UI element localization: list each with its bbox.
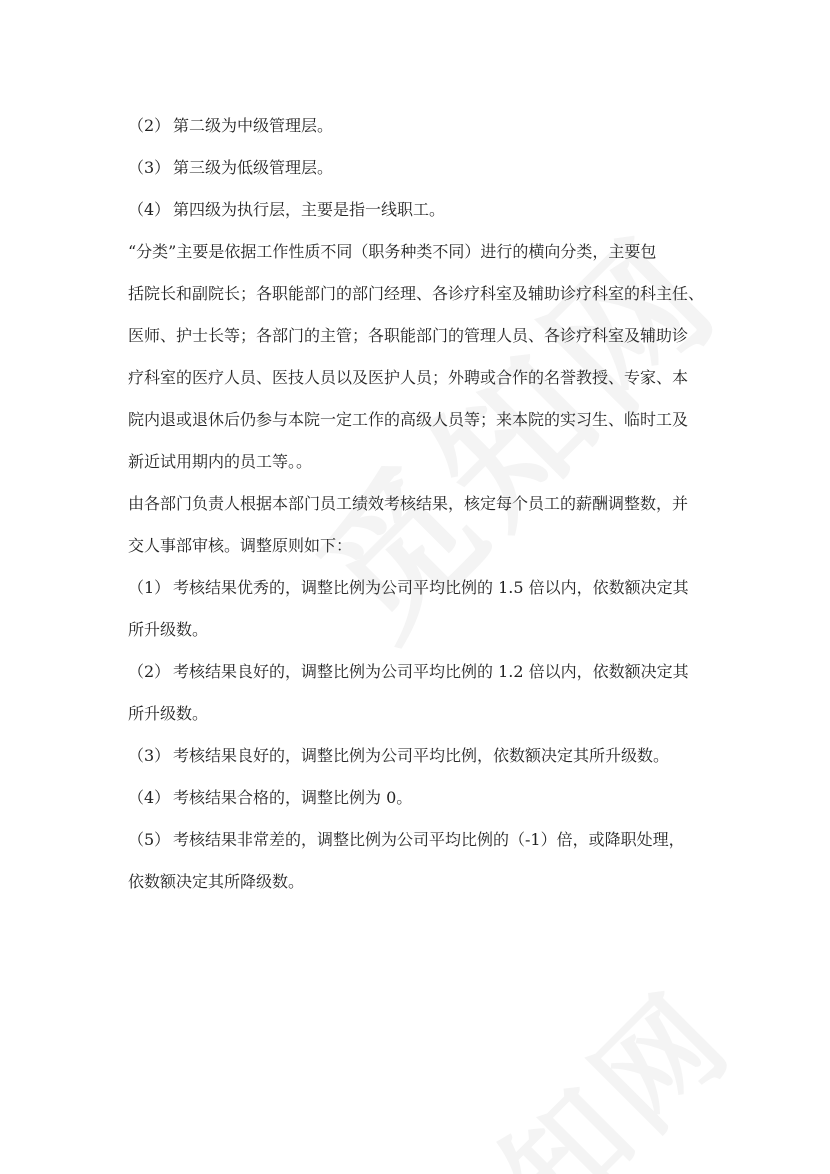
paragraph-adjustment-intro [128, 483, 714, 567]
paragraph-line: 所升级数。 [128, 704, 209, 723]
document-body [128, 105, 714, 903]
list-number: （4） [128, 200, 171, 219]
paragraph-classification [128, 231, 714, 483]
paragraph-line: 交人事部审核。调整原则如下： [128, 536, 353, 555]
paragraph-line: 考核结果优秀的，调整比例为公司平均比例的 1.5 倍以内，依数额决定其 [173, 578, 689, 597]
paragraph-level3 [128, 147, 714, 189]
paragraph-line: 医师、护士长等；各部门的主管；各职能部门的管理人员、各诊疗科室及辅助诊 [128, 326, 689, 345]
list-number: （3） [128, 746, 171, 765]
paragraph-level2 [128, 105, 714, 147]
paragraph-line: 依数额决定其所降级数。 [128, 872, 305, 891]
paragraph-line: 考核结果良好的，调整比例为公司平均比例的 1.2 倍以内，依数额决定其 [173, 662, 689, 681]
paragraph-rule5 [128, 819, 714, 903]
paragraph-level4 [128, 189, 714, 231]
list-number: （3） [128, 158, 171, 177]
paragraph-line: “分类”主要是依据工作性质不同（职务种类不同）进行的横向分类，主要包 [128, 242, 657, 261]
paragraph-rule1 [128, 567, 714, 651]
list-number: （5） [128, 830, 171, 849]
list-number: （2） [128, 116, 171, 135]
paragraph-rule4 [128, 777, 714, 819]
paragraph-line: 疗科室的医疗人员、医技人员以及医护人员；外聘或合作的名誉教授、专家、本 [128, 368, 689, 387]
paragraph-line: 第二级为中级管理层。 [173, 116, 334, 135]
paragraph-line: 所升级数。 [128, 620, 209, 639]
paragraph-line: 括院长和副院长；各职能部门的部门经理、各诊疗科室及辅助诊疗科室的科主任、 [128, 284, 705, 303]
paragraph-line: 第四级为执行层，主要是指一线职工。 [173, 200, 446, 219]
list-number: （1） [128, 578, 171, 597]
paragraph-rule2 [128, 651, 714, 735]
list-number: （4） [128, 788, 171, 807]
paragraph-line: 院内退或退休后仍参与本院一定工作的高级人员等；来本院的实习生、临时工及 [128, 410, 689, 429]
paragraph-line: 考核结果非常差的，调整比例为公司平均比例的（-1）倍，或降职处理， [173, 830, 685, 849]
list-number: （2） [128, 662, 171, 681]
paragraph-line: 新近试用期内的员工等。。 [128, 452, 313, 471]
paragraph-line: 第三级为低级管理层。 [173, 158, 334, 177]
watermark-lower [366, 947, 763, 1174]
paragraph-line: 由各部门负责人根据本部门员工绩效考核结果，核定每个员工的薪酬调整数，并 [128, 494, 689, 513]
paragraph-line: 考核结果合格的，调整比例为 0。 [173, 788, 413, 807]
paragraph-line: 考核结果良好的，调整比例为公司平均比例，依数额决定其所升级数。 [173, 746, 670, 765]
paragraph-rule3 [128, 735, 714, 777]
